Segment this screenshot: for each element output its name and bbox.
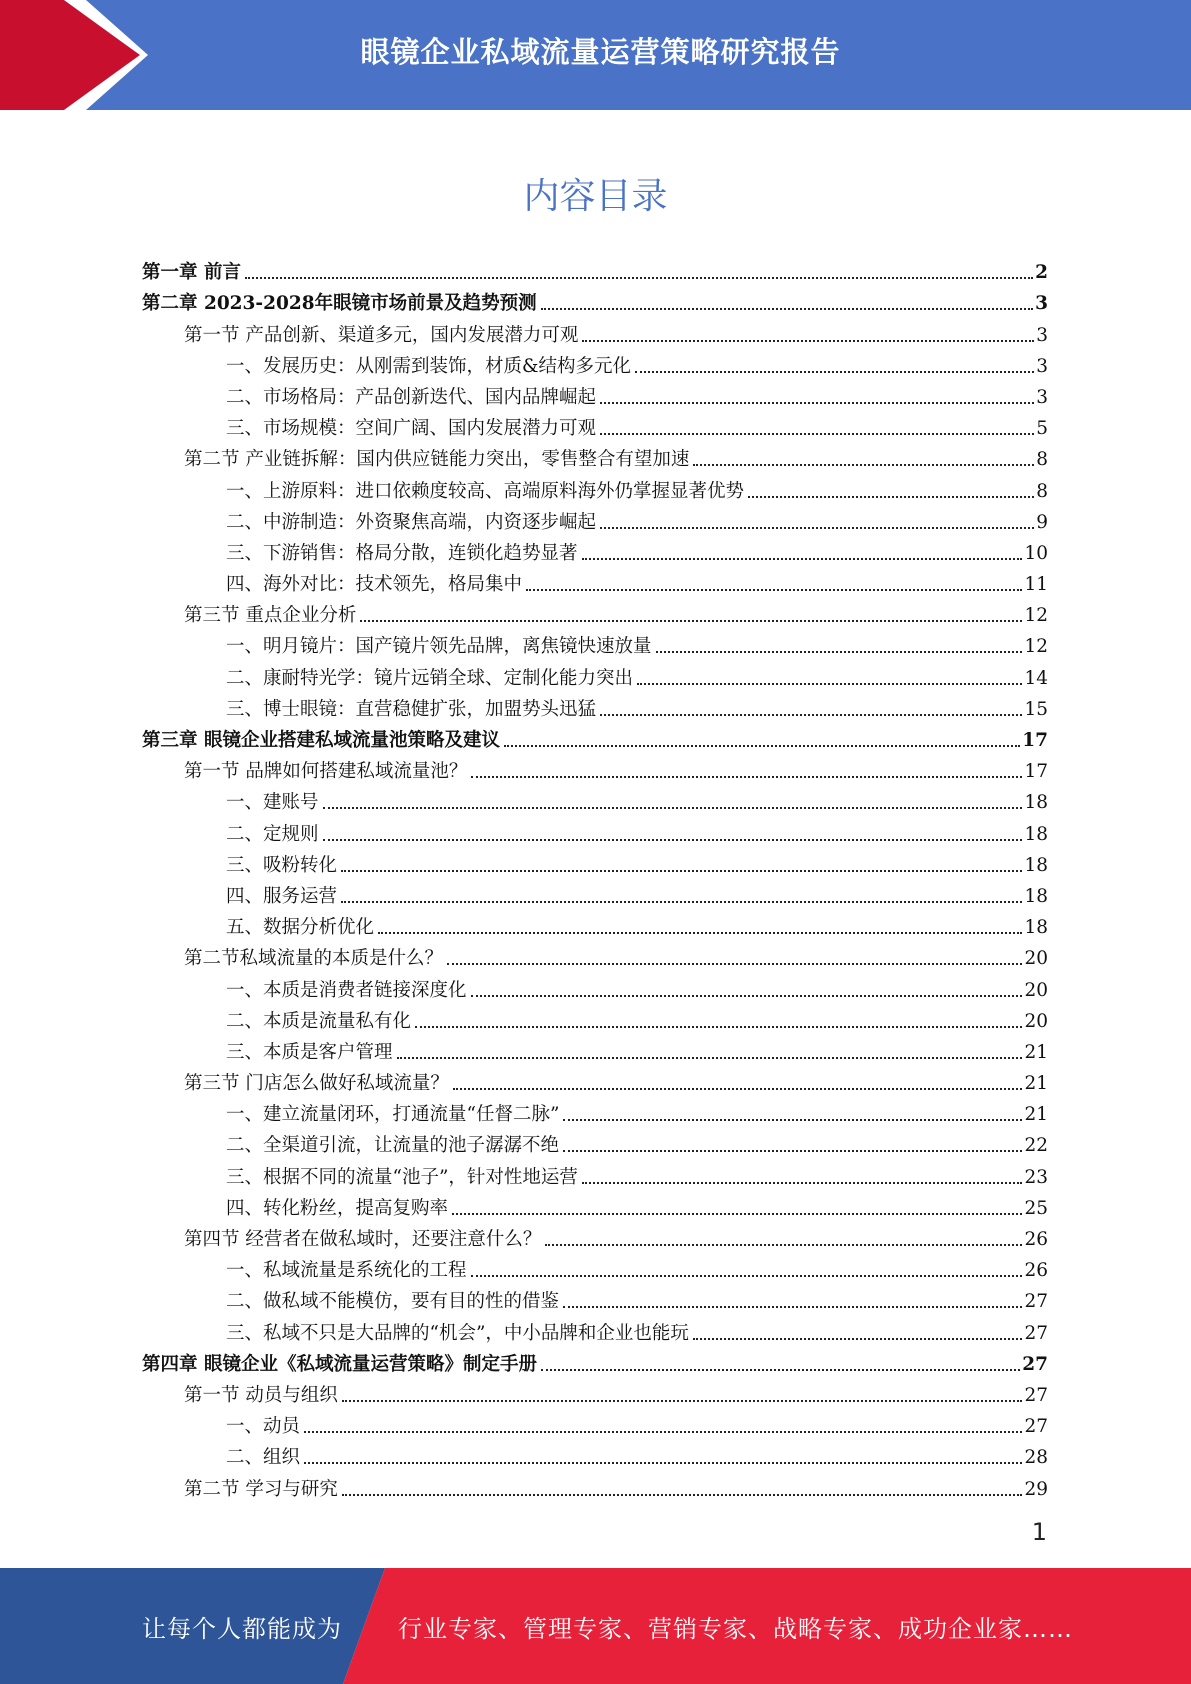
toc-entry[interactable] [142, 409, 1048, 440]
page-number: 1 [1031, 1518, 1047, 1546]
toc-entry-page: 27 [1024, 1291, 1048, 1313]
toc-entry-page: 9 [1036, 511, 1048, 533]
toc-dot-leader [600, 714, 1022, 716]
toc-entry[interactable] [142, 440, 1048, 471]
toc-entry-page: 18 [1024, 823, 1048, 845]
toc-entry-title: 二、定规则 [226, 823, 319, 845]
toc-dot-leader [304, 1431, 1022, 1433]
toc-entry-title: 第二节私域流量的本质是什么？ [184, 948, 444, 970]
toc-entry-page: 3 [1036, 324, 1048, 346]
toc-entry-title: 一、本质是消费者链接深度化 [226, 979, 467, 1001]
toc-dot-leader [360, 620, 1022, 622]
toc-entry[interactable] [142, 814, 1048, 845]
toc-entry-title: 三、本质是客户管理 [226, 1041, 393, 1063]
toc-dot-leader [471, 995, 1023, 997]
toc-dot-leader [304, 1462, 1022, 1464]
toc-dot-leader [582, 1182, 1023, 1184]
toc-dot-leader [693, 464, 1034, 466]
toc-dot-leader [397, 1057, 1023, 1059]
toc-entry-title: 第三节 门店怎么做好私域流量？ [184, 1073, 449, 1095]
toc-dot-leader [635, 371, 1034, 373]
toc-entry-title: 第一节 产品创新、渠道多元，国内发展潜力可观 [184, 324, 579, 346]
toc-entry-title: 二、市场格局：产品创新迭代、国内品牌崛起 [226, 386, 597, 408]
toc-entry-page: 27 [1024, 1384, 1048, 1406]
toc-dot-leader [452, 1213, 1022, 1215]
toc-entry-title: 第四章 眼镜企业《私域流量运营策略》制定手册 [142, 1353, 537, 1375]
toc-entry[interactable] [142, 1407, 1048, 1438]
toc-entry-title: 一、发展历史：从刚需到装饰，材质&结构多元化 [226, 355, 631, 377]
toc-entry[interactable] [142, 503, 1048, 534]
toc-entry[interactable] [142, 752, 1048, 783]
toc-dot-leader [342, 1494, 1023, 1496]
toc-entry-page: 27 [1022, 1353, 1048, 1375]
toc-entry-page: 21 [1024, 1041, 1048, 1063]
toc-entry[interactable] [142, 284, 1048, 315]
toc-entry-title: 二、做私域不能模仿，要有目的性的借鉴 [226, 1291, 560, 1313]
toc-entry-page: 26 [1024, 1260, 1048, 1282]
toc-entry-title: 三、博士眼镜：直营稳健扩张，加盟势头迅猛 [226, 698, 597, 720]
toc-dot-leader [453, 1088, 1023, 1090]
toc-dot-leader [342, 1400, 1023, 1402]
toc-entry-title: 四、服务运营 [226, 885, 338, 907]
toc-entry-title: 一、私域流量是系统化的工程 [226, 1260, 467, 1282]
footer-band [0, 1568, 1191, 1684]
header-band [0, 0, 1191, 110]
toc-entry-page: 18 [1024, 917, 1048, 939]
toc-entry-page: 20 [1024, 979, 1048, 1001]
toc-entry-page: 21 [1024, 1073, 1048, 1095]
toc-dot-leader [600, 433, 1034, 435]
toc-entry[interactable] [142, 1033, 1048, 1064]
toc-entry[interactable] [142, 627, 1048, 658]
toc-entry-page: 20 [1024, 1010, 1048, 1032]
toc-entry-page: 8 [1036, 449, 1048, 471]
toc-entry[interactable] [142, 1002, 1048, 1033]
toc-entry-title: 二、康耐特光学：镜片远销全球、定制化能力突出 [226, 667, 634, 689]
toc-entry[interactable] [142, 1313, 1048, 1344]
toc-entry-page: 3 [1036, 355, 1048, 377]
toc-entry[interactable] [142, 1251, 1048, 1282]
toc-dot-leader [656, 651, 1023, 653]
report-title: 眼镜企业私域流量运营策略研究报告 [360, 35, 841, 69]
toc-dot-leader [447, 963, 1022, 965]
toc-entry-title: 三、吸粉转化 [226, 854, 338, 876]
toc-entry-page: 20 [1024, 948, 1048, 970]
toc-entry-page: 3 [1036, 386, 1048, 408]
toc-entry-title: 三、私域不只是大品牌的“机会”，中小品牌和企业也能玩 [226, 1322, 689, 1344]
toc-dot-leader [471, 1275, 1023, 1277]
toc-entry-page: 14 [1024, 667, 1048, 689]
toc-dot-leader [600, 527, 1034, 529]
toc-dot-leader [563, 1150, 1022, 1152]
toc-entry[interactable] [142, 846, 1048, 877]
toc-entry-title: 第二节 学习与研究 [184, 1478, 338, 1500]
toc-entry[interactable] [142, 1126, 1048, 1157]
toc-entry-title: 一、明月镜片：国产镜片领先品牌，离焦镜快速放量 [226, 636, 652, 658]
toc-entry-page: 27 [1024, 1416, 1048, 1438]
toc-dot-leader [323, 807, 1023, 809]
toc-dot-leader [471, 776, 1022, 778]
toc-entry-page: 15 [1024, 698, 1048, 720]
toc-entry-page: 22 [1024, 1135, 1048, 1157]
toc-entry-title: 二、本质是流量私有化 [226, 1010, 412, 1032]
toc-entry[interactable] [142, 1220, 1048, 1251]
toc-dot-leader [582, 340, 1034, 342]
toc-entry-title: 二、全渠道引流，让流量的池子潺潺不绝 [226, 1135, 560, 1157]
toc-entry-title: 四、海外对比：技术领先，格局集中 [226, 574, 523, 596]
toc-dot-leader [504, 745, 1020, 747]
toc-entry[interactable] [142, 1095, 1048, 1126]
toc-entry-title: 一、建立流量闭环，打通流量“任督二脉” [226, 1104, 560, 1126]
toc-entry[interactable] [142, 939, 1048, 970]
toc-entry-title: 三、根据不同的流量“池子”，针对性地运营 [226, 1166, 578, 1188]
toc-entry-page: 5 [1036, 418, 1048, 440]
toc-dot-leader [600, 402, 1034, 404]
toc-entry-page: 27 [1024, 1322, 1048, 1344]
toc-entry-page: 17 [1022, 730, 1048, 751]
toc-entry-page: 8 [1036, 480, 1048, 502]
toc-entry-title: 五、数据分析优化 [226, 917, 375, 939]
toc-entry[interactable] [142, 1189, 1048, 1220]
toc-entry-page: 25 [1024, 1197, 1048, 1219]
toc-entry[interactable] [142, 1438, 1048, 1469]
toc-dot-leader [323, 839, 1023, 841]
toc-entry-title: 第一节 动员与组织 [184, 1384, 338, 1406]
table-of-contents [142, 253, 1048, 1501]
toc-entry-page: 23 [1024, 1166, 1048, 1188]
toc-entry-page: 29 [1024, 1478, 1048, 1500]
toc-entry[interactable] [142, 877, 1048, 908]
toc-entry-title: 四、转化粉丝，提高复购率 [226, 1197, 449, 1219]
toc-dot-leader [415, 1026, 1022, 1028]
toc-entry-title: 三、下游销售：格局分散，连锁化趋势显著 [226, 542, 578, 564]
footer-slogan-left: 让每个人都能成为 [142, 1615, 342, 1643]
toc-entry[interactable] [142, 970, 1048, 1001]
toc-entry-page: 18 [1024, 792, 1048, 814]
toc-entry[interactable] [142, 1157, 1048, 1188]
toc-entry[interactable] [142, 690, 1048, 721]
toc-dot-leader [582, 558, 1023, 560]
toc-entry-page: 12 [1024, 636, 1048, 658]
toc-entry-page: 3 [1035, 293, 1048, 315]
toc-entry-page: 26 [1024, 1229, 1048, 1250]
toc-entry-title: 一、上游原料：进口依赖度较高、高端原料海外仍掌握显著优势 [226, 480, 745, 502]
toc-entry[interactable] [142, 253, 1048, 284]
toc-entry[interactable] [142, 658, 1048, 689]
toc-dot-leader [563, 1119, 1022, 1121]
toc-dot-leader [526, 589, 1022, 591]
toc-entry-title: 二、中游制造：外资聚焦高端，内资逐步崛起 [226, 511, 597, 533]
footer-slogan-right: 行业专家、管理专家、营销专家、战略专家、成功企业家…… [398, 1615, 1073, 1643]
toc-heading: 内容目录 [523, 176, 668, 217]
toc-entry[interactable] [142, 315, 1048, 346]
toc-entry-page: 18 [1024, 854, 1048, 876]
toc-entry[interactable] [142, 596, 1048, 627]
toc-dot-leader [341, 901, 1022, 903]
toc-entry-title: 三、市场规模：空间广阔、国内发展潜力可观 [226, 418, 597, 440]
toc-entry-title: 第二节 产业链拆解：国内供应链能力突出，零售整合有望加速 [184, 449, 690, 471]
toc-entry[interactable] [142, 471, 1048, 502]
toc-entry[interactable] [142, 565, 1048, 596]
toc-entry-page: 10 [1024, 542, 1048, 564]
toc-entry[interactable] [142, 908, 1048, 939]
toc-dot-leader [637, 683, 1022, 685]
toc-entry-title: 第三节 重点企业分析 [184, 605, 357, 627]
toc-entry-page: 21 [1024, 1104, 1048, 1126]
toc-entry[interactable] [142, 783, 1048, 814]
toc-entry[interactable] [142, 534, 1048, 565]
toc-dot-leader [693, 1338, 1023, 1340]
toc-entry-title: 二、组织 [226, 1447, 301, 1469]
toc-entry-page: 2 [1035, 262, 1048, 284]
toc-dot-leader [563, 1306, 1022, 1308]
toc-entry-title: 一、动员 [226, 1416, 301, 1438]
toc-entry-title: 第一章 前言 [142, 262, 241, 284]
toc-entry[interactable] [142, 1345, 1048, 1376]
toc-entry[interactable] [142, 721, 1048, 752]
toc-entry-title: 一、建账号 [226, 792, 319, 814]
toc-entry[interactable] [142, 347, 1048, 378]
toc-dot-leader [341, 870, 1022, 872]
toc-entry-title: 第三章 眼镜企业搭建私域流量池策略及建议 [142, 730, 500, 751]
toc-dot-leader [545, 1244, 1022, 1246]
toc-dot-leader [245, 277, 1033, 279]
toc-entry-title: 第二章 2023-2028年眼镜市场前景及趋势预测 [142, 293, 537, 315]
toc-entry-page: 11 [1024, 574, 1048, 596]
toc-entry[interactable] [142, 1064, 1048, 1095]
toc-dot-leader [748, 496, 1034, 498]
toc-entry[interactable] [142, 1282, 1048, 1313]
toc-dot-leader [378, 932, 1022, 934]
toc-entry[interactable] [142, 378, 1048, 409]
toc-entry-page: 28 [1024, 1447, 1048, 1469]
toc-entry[interactable] [142, 1376, 1048, 1407]
toc-entry-title: 第四节 经营者在做私域时，还要注意什么？ [184, 1229, 542, 1250]
toc-entry-page: 17 [1024, 761, 1048, 783]
toc-dot-leader [541, 1369, 1020, 1371]
toc-entry-title: 第一节 品牌如何搭建私域流量池？ [184, 761, 468, 783]
toc-entry-page: 18 [1024, 885, 1048, 907]
toc-entry-page: 12 [1024, 605, 1048, 627]
toc-dot-leader [541, 308, 1034, 310]
toc-entry[interactable] [142, 1469, 1048, 1500]
